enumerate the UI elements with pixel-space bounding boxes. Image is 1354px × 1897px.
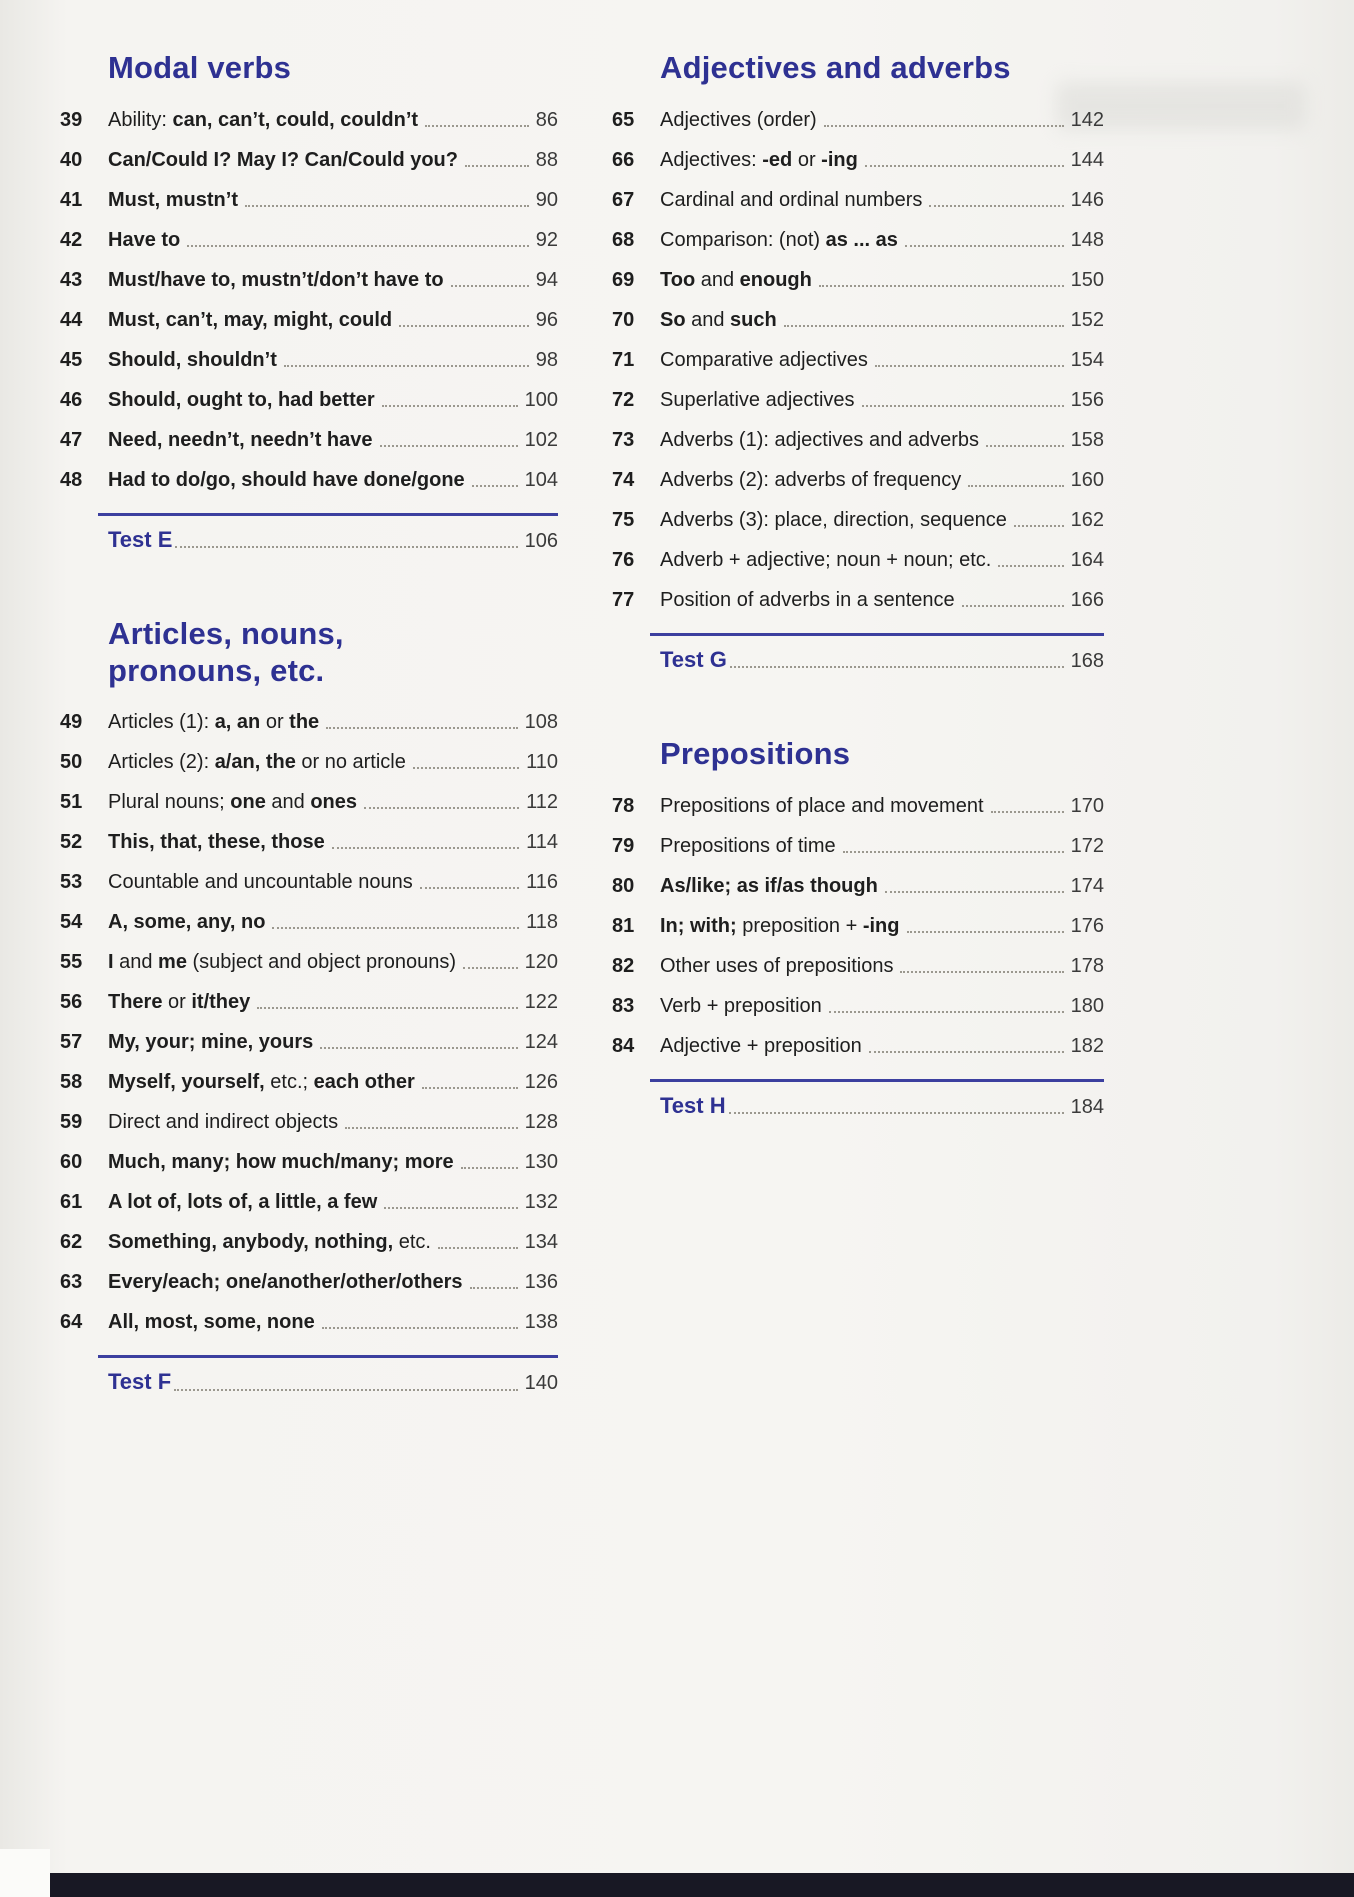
- entry-title: Adverbs (3): place, direction, sequence: [660, 508, 1007, 531]
- entry-title: Adjectives: -ed or -ing: [660, 148, 858, 171]
- entry-number: 74: [612, 468, 635, 491]
- entry-page: 118: [526, 911, 558, 934]
- entry-number: 53: [60, 871, 83, 894]
- toc-entry: [60, 427, 558, 453]
- entry-title: I and me (subject and object pronouns): [108, 951, 457, 974]
- dot-leader: [320, 1047, 517, 1049]
- entry-page: 122: [524, 991, 558, 1014]
- entry-title: Myself, yourself, etc.; each other: [108, 1071, 415, 1094]
- entry-title: Had to do/go, should have done/gone: [108, 468, 465, 491]
- entry-page: 166: [1070, 588, 1104, 611]
- entry-number: 79: [612, 834, 635, 857]
- dot-leader: [470, 1287, 518, 1289]
- entry-title: Adverb + adjective; noun + noun; etc.: [660, 548, 992, 571]
- entry-page: 158: [1070, 428, 1104, 451]
- entry-title: Every/each; one/another/other/others: [108, 1271, 463, 1294]
- entry-page: 170: [1070, 794, 1104, 817]
- entry-page: 90: [535, 188, 558, 211]
- dot-leader: [322, 1327, 518, 1329]
- test-page: 140: [524, 1372, 558, 1395]
- entry-page: 134: [524, 1231, 558, 1254]
- toc-entry: [60, 1149, 558, 1175]
- entry-number: 56: [60, 991, 83, 1014]
- toc-entry: [60, 1229, 558, 1255]
- toc-entry: [612, 347, 1104, 373]
- dot-leader: [900, 971, 1063, 973]
- toc-entry: [60, 1189, 558, 1215]
- test-label: Test H: [660, 1092, 726, 1118]
- section-articles-nouns-pronouns: [60, 616, 558, 1397]
- entry-title: In; with; preposition + -ing: [660, 914, 900, 937]
- dot-leader: [382, 405, 518, 407]
- toc-entry: [60, 187, 558, 213]
- test-row: [98, 1368, 558, 1397]
- toc-entry: [612, 547, 1104, 573]
- entry-title: There or it/they: [108, 991, 251, 1014]
- toc-entry: [60, 1269, 558, 1295]
- entry-page: 128: [524, 1111, 558, 1134]
- entry-number: 52: [60, 831, 83, 854]
- dot-leader: [730, 666, 1064, 668]
- entry-page: 100: [524, 388, 558, 411]
- entry-title: Ability: can, can’t, could, couldn’t: [108, 108, 419, 131]
- test-block: [650, 1079, 1104, 1121]
- entry-title: Prepositions of time: [660, 834, 836, 857]
- entry-number: 70: [612, 308, 635, 331]
- entry-number: 59: [60, 1111, 83, 1134]
- toc-entry: [60, 869, 558, 895]
- entry-number: 49: [60, 711, 83, 734]
- dot-leader: [865, 165, 1064, 167]
- entry-page: 94: [535, 268, 558, 291]
- toc-entry: [612, 953, 1104, 979]
- entry-number: 77: [612, 588, 635, 611]
- entry-number: 66: [612, 148, 635, 171]
- entry-title: Should, shouldn’t: [108, 348, 277, 371]
- section-heading: Modal verbs: [108, 50, 292, 85]
- entry-page: 150: [1070, 268, 1104, 291]
- entry-title: So and such: [660, 308, 777, 331]
- entry-page: 156: [1070, 388, 1104, 411]
- entry-number: 69: [612, 268, 635, 291]
- toc-entry: [60, 909, 558, 935]
- entry-number: 67: [612, 188, 635, 211]
- toc-entry: [60, 1109, 558, 1135]
- entry-page: 174: [1070, 874, 1104, 897]
- toc-entry: [612, 913, 1104, 939]
- entry-title: Need, needn’t, needn’t have: [108, 428, 373, 451]
- dot-leader: [175, 546, 517, 548]
- toc-entry: [612, 187, 1104, 213]
- dot-leader: [929, 205, 1063, 207]
- entry-number: 75: [612, 508, 635, 531]
- dot-leader: [174, 1389, 517, 1391]
- section-adjectives-and-adverbs: [612, 50, 1104, 674]
- dot-leader: [968, 485, 1063, 487]
- entry-number: 45: [60, 348, 83, 371]
- entry-number: 73: [612, 428, 635, 451]
- toc-entry: [612, 793, 1104, 819]
- toc-entry: [60, 709, 558, 735]
- dot-leader: [875, 365, 1064, 367]
- dot-leader: [451, 285, 529, 287]
- test-label: Test F: [108, 1369, 172, 1395]
- toc-entry: [612, 993, 1104, 1019]
- toc-entry: [60, 347, 558, 373]
- entry-page: 130: [524, 1151, 558, 1174]
- entry-number: 58: [60, 1071, 83, 1094]
- test-page: 168: [1070, 649, 1104, 672]
- dot-leader: [364, 807, 519, 809]
- entry-number: 55: [60, 951, 83, 974]
- entry-page: 120: [524, 951, 558, 974]
- entry-page: 160: [1070, 468, 1104, 491]
- dot-leader: [438, 1247, 518, 1249]
- dot-leader: [380, 445, 518, 447]
- toc-right-column: [612, 50, 1104, 1120]
- entry-page: 112: [526, 791, 558, 814]
- toc-entry: [60, 789, 558, 815]
- entry-number: 54: [60, 911, 83, 934]
- dot-leader: [843, 851, 1064, 853]
- entry-page: 138: [524, 1311, 558, 1334]
- entry-title: Plural nouns; one and ones: [108, 791, 358, 814]
- entry-number: 47: [60, 428, 83, 451]
- test-row: [650, 646, 1104, 675]
- toc-entry: [612, 833, 1104, 859]
- entry-page: 164: [1070, 548, 1104, 571]
- entry-page: 176: [1070, 914, 1104, 937]
- dot-leader: [422, 1087, 518, 1089]
- dot-leader: [862, 405, 1064, 407]
- dot-leader: [384, 1207, 517, 1209]
- entry-page: 144: [1070, 148, 1104, 171]
- toc-entry: [60, 467, 558, 493]
- toc-entry: [612, 307, 1104, 333]
- entry-number: 39: [60, 108, 83, 131]
- dot-leader: [461, 1167, 518, 1169]
- entry-title: Must/have to, mustn’t/don’t have to: [108, 268, 444, 291]
- entry-title: Other uses of prepositions: [660, 954, 894, 977]
- toc-entry: [612, 267, 1104, 293]
- dot-leader: [326, 727, 517, 729]
- entry-title: This, that, these, those: [108, 831, 325, 854]
- entry-number: 57: [60, 1031, 83, 1054]
- entry-title: Adverbs (1): adjectives and adverbs: [660, 428, 980, 451]
- entry-title: Verb + preposition: [660, 994, 822, 1017]
- dot-leader: [345, 1127, 518, 1129]
- entry-page: 108: [524, 711, 558, 734]
- entry-number: 44: [60, 308, 83, 331]
- entry-title: Should, ought to, had better: [108, 388, 375, 411]
- dot-leader: [986, 445, 1064, 447]
- section-heading: Prepositions: [660, 736, 851, 772]
- toc-entry: [60, 989, 558, 1015]
- entry-page: 114: [526, 831, 558, 854]
- entry-page: 172: [1070, 834, 1104, 857]
- dot-leader: [463, 967, 518, 969]
- entry-page: 86: [535, 108, 558, 131]
- dot-leader: [824, 125, 1064, 127]
- toc-entry: [612, 227, 1104, 253]
- toc-entry: [612, 507, 1104, 533]
- entry-number: 76: [612, 548, 635, 571]
- entry-title: Adjectives (order): [660, 108, 817, 131]
- dot-leader: [829, 1011, 1064, 1013]
- entry-page: 124: [524, 1031, 558, 1054]
- entry-page: 102: [524, 428, 558, 451]
- entry-page: 96: [535, 308, 558, 331]
- entry-page: 116: [526, 871, 558, 894]
- toc-left-column: [60, 50, 558, 1397]
- toc-entry: [60, 387, 558, 413]
- entry-page: 136: [524, 1271, 558, 1294]
- toc-entry: [60, 1069, 558, 1095]
- entry-number: 64: [60, 1311, 83, 1334]
- entry-title: Must, mustn’t: [108, 188, 238, 211]
- entry-title: All, most, some, none: [108, 1311, 315, 1334]
- entry-page: 98: [535, 348, 558, 371]
- toc-entry: [60, 307, 558, 333]
- entry-number: 65: [612, 108, 635, 131]
- dot-leader: [869, 1051, 1064, 1053]
- toc-entry: [60, 949, 558, 975]
- entry-page: 110: [526, 751, 558, 774]
- toc-entry: [60, 749, 558, 775]
- entry-number: 50: [60, 751, 83, 774]
- test-block: [650, 633, 1104, 675]
- dot-leader: [819, 285, 1064, 287]
- entry-title: Much, many; how much/many; more: [108, 1151, 454, 1174]
- entry-title: Articles (2): a/an, the or no article: [108, 751, 406, 774]
- entry-title: Must, can’t, may, might, could: [108, 308, 393, 331]
- dot-leader: [885, 891, 1064, 893]
- entry-title: A lot of, lots of, a little, a few: [108, 1191, 378, 1214]
- dot-leader: [907, 931, 1064, 933]
- dot-leader: [399, 325, 529, 327]
- entry-number: 46: [60, 388, 83, 411]
- toc-entry: [612, 467, 1104, 493]
- toc-entry: [60, 1309, 558, 1335]
- entry-page: 126: [524, 1071, 558, 1094]
- entry-page: 152: [1070, 308, 1104, 331]
- entry-title: Prepositions of place and movement: [660, 794, 984, 817]
- entry-page: 162: [1070, 508, 1104, 531]
- dot-leader: [472, 485, 518, 487]
- entry-number: 61: [60, 1191, 83, 1214]
- section-modal-verbs: [60, 50, 558, 554]
- entry-title: Comparative adjectives: [660, 348, 868, 371]
- toc-entry: [612, 1033, 1104, 1059]
- entry-title: Too and enough: [660, 268, 812, 291]
- entry-number: 72: [612, 388, 635, 411]
- entry-title: Articles (1): a, an or the: [108, 711, 320, 734]
- entry-page: 154: [1070, 348, 1104, 371]
- dot-leader: [272, 927, 519, 929]
- section-heading: Adjectives and adverbs: [660, 50, 1011, 85]
- entry-number: 60: [60, 1151, 83, 1174]
- entry-number: 80: [612, 874, 635, 897]
- entry-page: 182: [1070, 1034, 1104, 1057]
- entry-title: Comparison: (not) as ... as: [660, 228, 898, 251]
- dot-leader: [1014, 525, 1064, 527]
- entry-title: Something, anybody, nothing, etc.: [108, 1231, 431, 1254]
- page-bottom-edge: [50, 1873, 1354, 1897]
- test-label: Test G: [660, 646, 727, 672]
- toc-entry: [612, 873, 1104, 899]
- entry-title: Direct and indirect objects: [108, 1111, 339, 1134]
- dot-leader: [465, 165, 529, 167]
- dot-leader: [413, 767, 519, 769]
- section-prepositions: [612, 736, 1104, 1120]
- entry-number: 63: [60, 1271, 83, 1294]
- toc-entry: [612, 107, 1104, 133]
- dot-leader: [729, 1112, 1064, 1114]
- toc-entry: [60, 147, 558, 173]
- entry-number: 83: [612, 994, 635, 1017]
- dot-leader: [998, 565, 1063, 567]
- dot-leader: [245, 205, 529, 207]
- entry-number: 62: [60, 1231, 83, 1254]
- toc-entry: [60, 1029, 558, 1055]
- entry-title: Position of adverbs in a sentence: [660, 588, 955, 611]
- toc-entry: [612, 587, 1104, 613]
- test-row: [98, 526, 558, 555]
- entry-page: 142: [1070, 108, 1104, 131]
- entry-number: 42: [60, 228, 83, 251]
- toc-entry: [60, 829, 558, 855]
- dot-leader: [332, 847, 519, 849]
- toc-entry: [612, 147, 1104, 173]
- entry-page: 104: [524, 468, 558, 491]
- entry-title: Adverbs (2): adverbs of frequency: [660, 468, 962, 491]
- entry-number: 68: [612, 228, 635, 251]
- dot-leader: [284, 365, 529, 367]
- entry-number: 71: [612, 348, 635, 371]
- entry-page: 148: [1070, 228, 1104, 251]
- section-heading: Articles, nouns, pronouns, etc.: [108, 616, 344, 688]
- test-page: 106: [524, 529, 558, 552]
- entry-page: 178: [1070, 954, 1104, 977]
- entry-title: My, your; mine, yours: [108, 1031, 314, 1054]
- entry-title: Countable and uncountable nouns: [108, 871, 413, 894]
- page-corner-notch: [0, 1849, 50, 1897]
- entry-number: 40: [60, 148, 83, 171]
- test-label: Test E: [108, 526, 173, 552]
- entry-number: 84: [612, 1034, 635, 1057]
- dot-leader: [425, 125, 529, 127]
- dot-leader: [187, 245, 529, 247]
- dot-leader: [905, 245, 1064, 247]
- toc-entry: [60, 227, 558, 253]
- entry-number: 43: [60, 268, 83, 291]
- entry-page: 88: [535, 148, 558, 171]
- entry-title: Adjective + preposition: [660, 1034, 862, 1057]
- toc-entry: [60, 107, 558, 133]
- dot-leader: [991, 811, 1064, 813]
- entry-title: Have to: [108, 228, 181, 251]
- entry-page: 132: [524, 1191, 558, 1214]
- entry-title: Can/Could I? May I? Can/Could you?: [108, 148, 458, 171]
- entry-number: 81: [612, 914, 635, 937]
- dot-leader: [420, 887, 519, 889]
- test-row: [650, 1092, 1104, 1121]
- test-page: 184: [1070, 1095, 1104, 1118]
- entry-number: 51: [60, 791, 83, 814]
- dot-leader: [962, 605, 1064, 607]
- entry-number: 48: [60, 468, 83, 491]
- toc-entry: [612, 427, 1104, 453]
- entry-title: Cardinal and ordinal numbers: [660, 188, 923, 211]
- entry-page: 180: [1070, 994, 1104, 1017]
- entry-page: 92: [535, 228, 558, 251]
- toc-entry: [60, 267, 558, 293]
- entry-number: 78: [612, 794, 635, 817]
- dot-leader: [784, 325, 1064, 327]
- entry-page: 146: [1070, 188, 1104, 211]
- entry-title: A, some, any, no: [108, 911, 266, 934]
- test-block: [98, 513, 558, 555]
- test-block: [98, 1355, 558, 1397]
- dot-leader: [257, 1007, 517, 1009]
- entry-number: 82: [612, 954, 635, 977]
- entry-title: As/like; as if/as though: [660, 874, 878, 897]
- toc-entry: [612, 387, 1104, 413]
- entry-number: 41: [60, 188, 83, 211]
- entry-title: Superlative adjectives: [660, 388, 855, 411]
